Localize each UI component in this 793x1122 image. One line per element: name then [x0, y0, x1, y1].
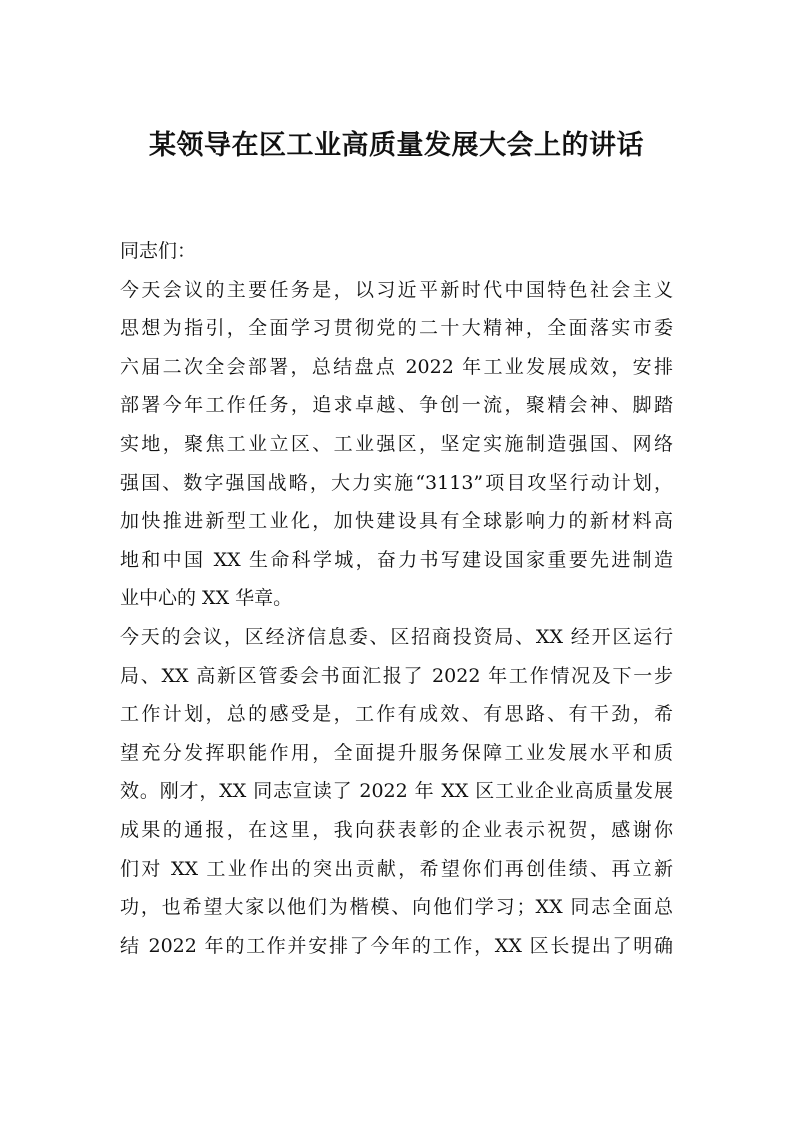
document-title: 某领导在区工业高质量发展大会上的讲话 [149, 130, 644, 161]
text-line: 望充分发挥职能作用，全面提升服务保障工业发展水平和质 [120, 741, 673, 764]
text-line: 强国、数字强国战略，大力实施“3113”项目攻坚行动计划， [120, 471, 673, 494]
text-line: 们对 XX 工业作出的突出贡献，希望你们再创佳绩、再立新 [120, 857, 673, 880]
text-line: 今天的会议，区经济信息委、区招商投资局、XX 经开区运行 [120, 625, 673, 648]
text-line: 六届二次全会部署，总结盘点 2022 年工业发展成效，安排 [120, 355, 673, 378]
text-line: 结 2022 年的工作并安排了今年的工作，XX 区长提出了明确 [120, 934, 673, 957]
text-line: 地和中国 XX 生命科学城，奋力书写建设国家重要先进制造 [120, 548, 673, 571]
text-line: 今天会议的主要任务是，以习近平新时代中国特色社会主义 [120, 278, 673, 301]
text-line: 效。刚才，XX 同志宣读了 2022 年 XX 区工业企业高质量发展 [120, 780, 673, 803]
text-line: 思想为指引，全面学习贯彻党的二十大精神，全面落实市委 [120, 317, 673, 340]
text-line: 局、XX 高新区管委会书面汇报了 2022 年工作情况及下一步 [120, 664, 673, 687]
document-body [120, 232, 673, 965]
text-line: 工作计划，总的感受是，工作有成效、有思路、有干劲，希 [120, 703, 673, 726]
salutation-line: 同志们： [120, 240, 197, 262]
text-line: 实地，聚焦工业立区、工业强区，坚定实施制造强国、网络 [120, 432, 673, 455]
text-line: 成果的通报，在这里，我向获表彰的企业表示祝贺，感谢你 [120, 818, 673, 841]
text-line: 业中心的 XX 华章。 [120, 587, 293, 610]
text-line: 部署今年工作任务，追求卓越、争创一流，聚精会神、脚踏 [120, 394, 673, 417]
text-line: 功，也希望大家以他们为楷模、向他们学习；XX 同志全面总 [120, 896, 673, 919]
text-line: 加快推进新型工业化，加快建设具有全球影响力的新材料高 [120, 510, 673, 533]
